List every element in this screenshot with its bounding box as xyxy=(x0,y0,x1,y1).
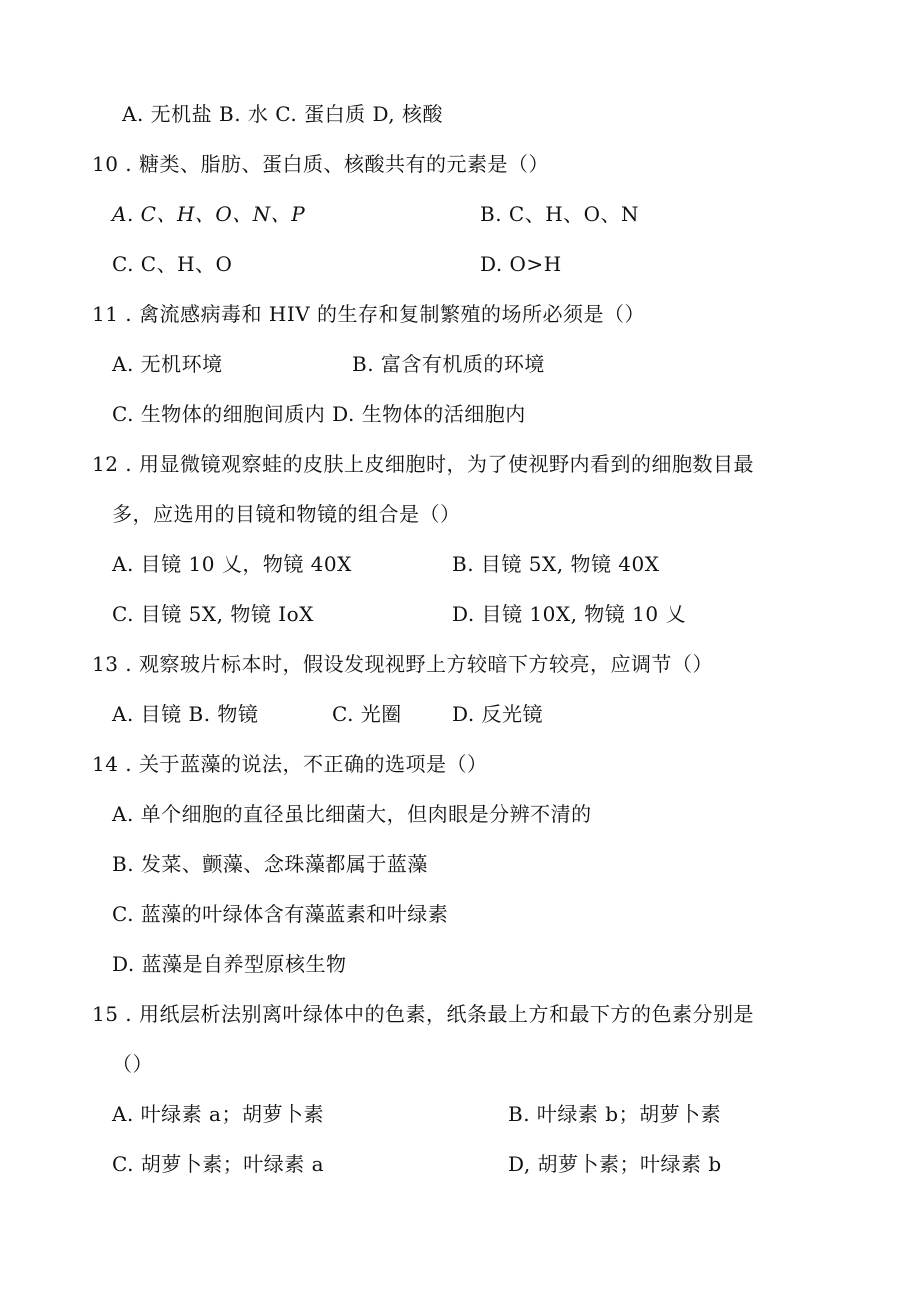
q13-option-ab: A. 目镜 B. 物镜 xyxy=(112,702,259,726)
q13-option-d: D. 反光镜 xyxy=(452,702,544,726)
q14-option-d: D. 蓝藻是自养型原核生物 xyxy=(112,952,347,976)
q15-option-a: A. 叶绿素 a；胡萝卜素 xyxy=(112,1102,324,1126)
q14-option-c: C. 蓝藻的叶绿体含有藻蓝素和叶绿素 xyxy=(112,902,449,926)
q10-option-a: A. C、H、O、N、P xyxy=(112,202,306,226)
q11-option-b: B. 富含有机质的环境 xyxy=(352,352,545,376)
q10-option-c: C. C、H、O xyxy=(112,252,233,276)
q15-option-b: B. 叶绿素 b；胡萝卜素 xyxy=(508,1102,722,1126)
q12-option-b: B. 目镜 5X, 物镜 40X xyxy=(452,552,660,576)
q9-options-line: A. 无机盐 B. 水 C. 蛋白质 D, 核酸 xyxy=(122,102,443,126)
q15-option-d: D, 胡萝卜素；叶绿素 b xyxy=(508,1152,722,1176)
q14-stem: 14 . 关于蓝藻的说法，不正确的选项是（） xyxy=(92,752,488,776)
q10-stem: 10 . 糖类、脂肪、蛋白质、核酸共有的元素是（） xyxy=(92,152,550,176)
q15-stem-line2: （） xyxy=(112,1052,153,1076)
q12-option-c: C. 目镜 5X, 物镜 IoX xyxy=(112,602,314,626)
q14-option-a: A. 单个细胞的直径虽比细菌大，但肉眼是分辨不清的 xyxy=(112,802,592,826)
q13-option-c: C. 光圈 xyxy=(332,702,402,726)
q12-option-d: D. 目镜 10X, 物镜 10 乂 xyxy=(452,602,686,626)
q11-stem: 11 . 禽流感病毒和 HIV 的生存和复制繁殖的场所必须是（） xyxy=(92,302,646,326)
q15-option-c: C. 胡萝卜素；叶绿素 a xyxy=(112,1152,325,1176)
q12-stem-line1: 12 . 用显微镜观察蛙的皮肤上皮细胞时，为了使视野内看到的细胞数目最 xyxy=(92,452,755,476)
q11-option-cd: C. 生物体的细胞间质内 D. 生物体的活细胞内 xyxy=(112,402,526,426)
q13-stem: 13 . 观察玻片标本时，假设发现视野上方较暗下方较亮，应调节（） xyxy=(92,652,714,676)
q12-stem-line2: 多，应选用的目镜和物镜的组合是（） xyxy=(112,502,461,526)
q10-option-d: D. O>H xyxy=(480,252,562,276)
q14-option-b: B. 发菜、颤藻、念珠藻都属于蓝藻 xyxy=(112,852,428,876)
q15-stem-line1: 15 . 用纸层析法别离叶绿体中的色素，纸条最上方和最下方的色素分别是 xyxy=(92,1002,755,1026)
q12-option-a: A. 目镜 10 乂，物镜 40X xyxy=(112,552,352,576)
q11-option-a: A. 无机环境 xyxy=(112,352,223,376)
q10-option-b: B. C、H、O、N xyxy=(480,202,640,226)
